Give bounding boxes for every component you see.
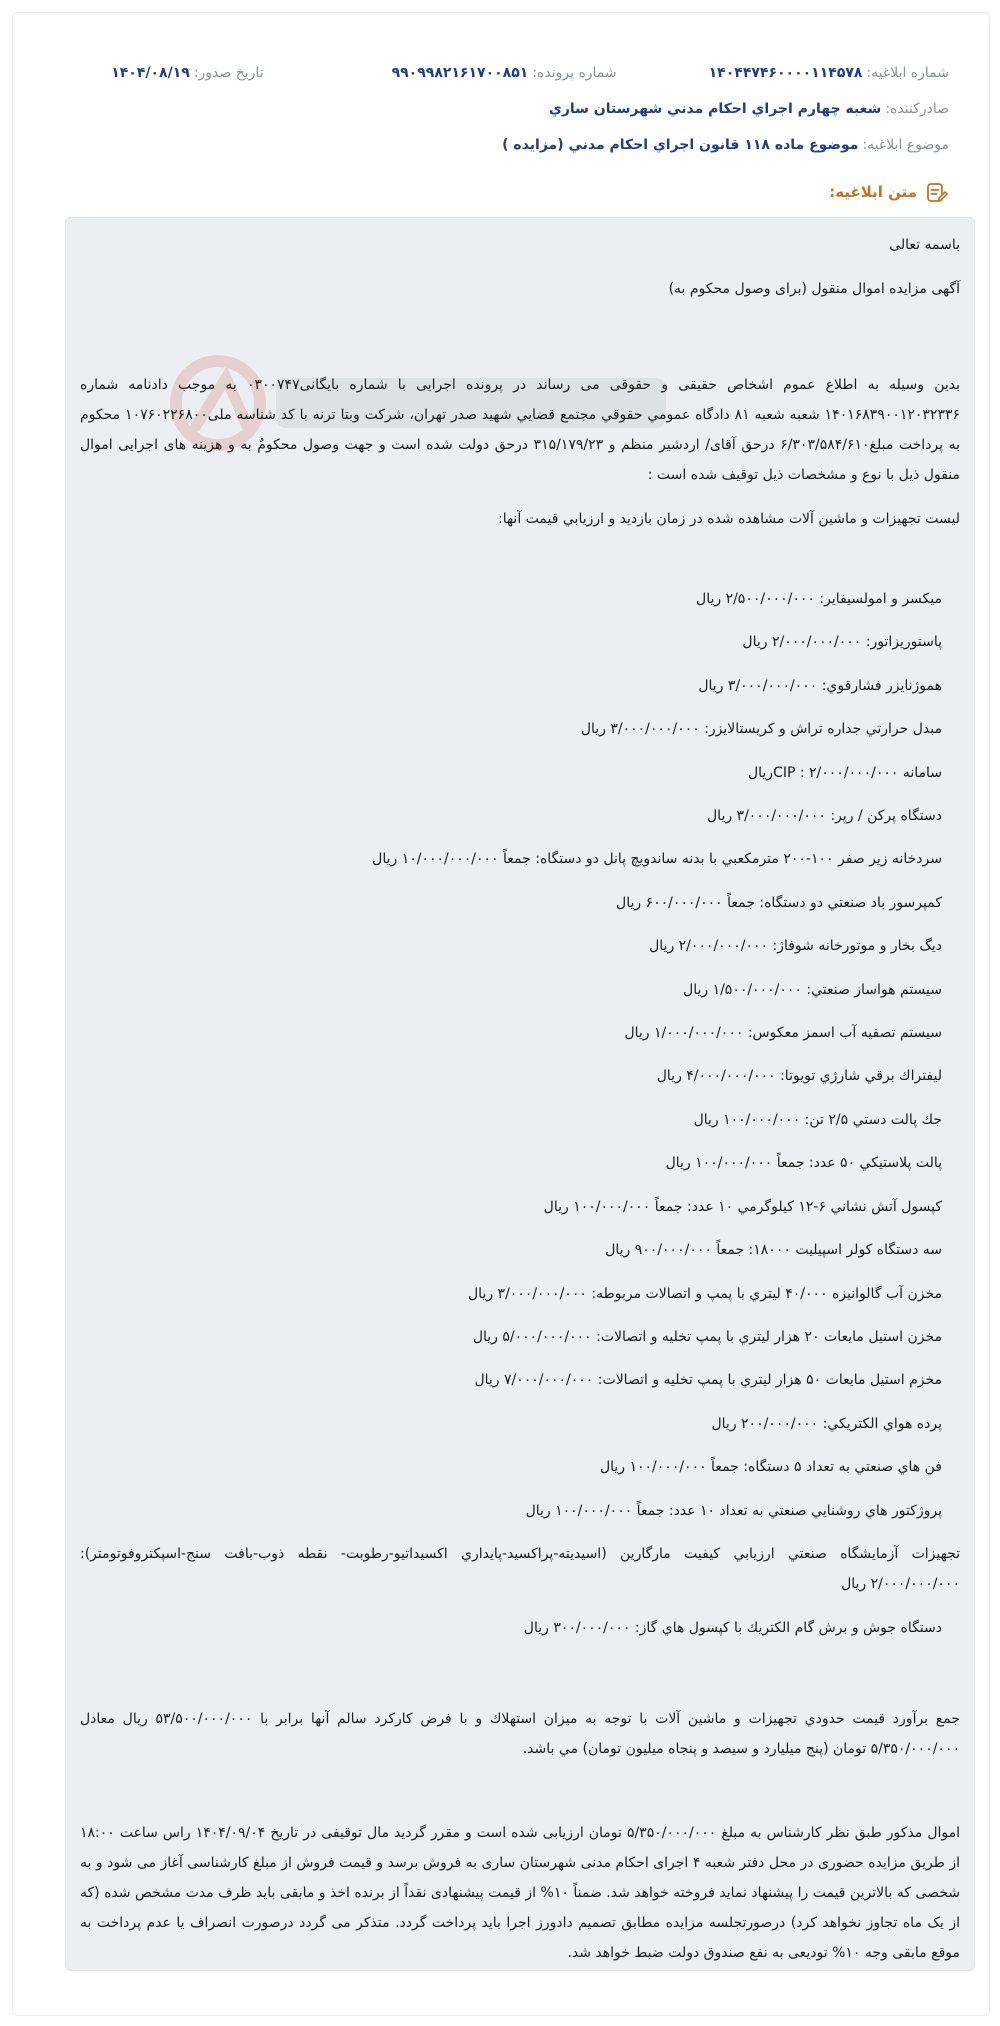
subject-label: موضوع ابلاغيه: [862,137,949,153]
notice-body-text [80,230,960,1968]
list-item: هموژنايزر فشارقوي: ۳/۰۰۰/۰۰۰/۰۰۰ ريال [698,677,942,694]
list-item: ليفتراك برقي شارژي تويوتا: ۴/۰۰۰/۰۰۰/۰۰۰ ريال [656,1068,942,1085]
case-number [392,65,617,81]
list-item: ديگ بخار و موتورخانه شوفاژ: ۲/۰۰۰/۰۰۰/۰۰۰ ريال [649,938,942,955]
case-number-value: ۹۹۰۹۹۸۲۱۶۱۷۰۰۸۵۱ [391,65,529,81]
list-item: سه دستگاه كولر اسپيليت ۱۸۰۰۰: جمعاً ۹۰۰/۰۰۰/۰۰۰ ريال [605,1242,942,1259]
list-item: فن هاي صنعتي به تعداد ۵ دستگاه: جمعاً ۱۰۰/۰۰۰/۰۰۰ ريال [599,1459,942,1476]
notice-number-label: شماره ابلاغيه: [866,65,949,81]
list-item: جك پالت دستي ۲/۵ تن: ۱۰۰/۰۰۰/۰۰۰ ريال [693,1111,942,1128]
issuer [549,101,949,117]
issue-date-value: ۱۴۰۴/۰۸/۱۹ [111,65,190,81]
notice-number [709,65,949,81]
list-item: پاستوريزاتور: ۲/۰۰۰/۰۰۰/۰۰۰ ريال [742,634,942,651]
notice-meta-row [53,59,949,87]
list-item: تجهيزات آزمايشگاه صنعتي ارزيابي كيفيت مارگارين (اسيديته-پراكسيد-پايداري اكسيداتيو-رطوبت- نقطه ذوب-بافت سنج-اسپكتروفوتومتر): ۲/۰۰۰/۰۰۰/۰۰۰ ريال [80,1545,960,1592]
list-heading: لیست تجهیزات و ماشین آلات مشاهده شده در زمان بازدید و ارزيابي قيمت آنها: [498,511,960,527]
notice-headline: آگهی مزایده اموال منقول (برای وصول محکوم به) [668,281,960,297]
issuer-value: شعبه چهارم اجراي احكام مدني شهرستان ساري [549,101,882,117]
list-item: مخزن استيل مايعات ۲۰ هزار ليتري با پمپ تخليه و اتصالات: ۵/۰۰۰/۰۰۰/۰۰۰ ريال [472,1328,942,1345]
subject [502,137,949,153]
intro-paragraph: بدین وسیله به اطلاع عموم اشخاص حقیقی و حقوقی می رساند در پرونده اجرایی با شماره بایگانی۰۳۰۰۷۴۷ به موجب دادنامه شماره ۱۴۰۱۶۸۳۹۰۰۱۲۰۳۲۳۳۶ شعبه شعبه ۸۱ دادگاه عمومي حقوقي مجتمع قضايي شهيد صدر تهران، شرکت وبتا ترنه با کد شناسه ملی۱۰۷۶۰۲۲۶۸۰۰ محکوم به پرداخت مبلغ۶/۳۰۳/۵۸۴/۶۱۰ درحق آقای/ اردشیر منظم و ۳۱۵/۱۷۹/۲۳ درحق دولت شده است و جهت وصول محکومٌ به و هزینه های اجرایی اموال منقول ذیل با نوع و مشخصات ذیل توقیف شده است : [80,377,961,483]
section-title: متن ابلاغيه: [829,183,917,201]
total-estimate: جمع برآورد قيمت حدودي تجهيزات و ماشين آلات با توجه به ميزان استهلاك و با فرض كاركرد سالم آنها برابر با ۵۳/۵۰۰/۰۰۰/۰۰۰ ريال معادل ۵/۳۵۰/۰۰۰/۰۰۰ تومان (پنج ميليارد و سيصد و پنجاه ميليون تومان) مي باشد. [80,1711,961,1758]
issue-date-label: تاریخ صدور: [193,65,264,81]
list-item: دستگاه پركن / رپر: ۳/۰۰۰/۰۰۰/۰۰۰ ريال [707,808,942,825]
list-item: كمپرسور باد صنعتي دو دستگاه: جمعاً ۶۰۰/۰۰۰/۰۰۰ ريال [616,894,942,911]
notice-card [12,12,990,2016]
list-item: دستگاه جوش و برش گام الكتريك با كپسول هاي گاز: ۳۰۰/۰۰۰/۰۰۰ ريال [523,1619,942,1636]
notice-body [65,217,975,1971]
list-item: ميكسر و امولسيفاير: ۲/۵۰۰/۰۰۰/۰۰۰ ريال [696,591,942,607]
issuer-row [53,95,949,123]
salutation: باسمه تعالی [889,237,960,253]
list-item: مخزم استيل مايعات ۵۰ هزار ليتري با پمپ تخليه و اتصالات: ۷/۰۰۰/۰۰۰/۰۰۰ ريال [474,1372,942,1389]
list-item: سيستم تصفيه آب اسمز معكوس: ۱/۰۰۰/۰۰۰/۰۰۰ ريال [624,1025,942,1042]
equipment-list [80,578,960,1650]
list-item: كپسول آتش نشاني ۶-۱۲ كيلوگرمي ۱۰ عدد: جمعاً ۱۰۰/۰۰۰/۰۰۰ ريال [543,1198,942,1215]
list-item: مخزن آب گالوانيزه ۴۰/۰۰۰ ليتري با پمپ و اتصالات مربوطه: ۳/۰۰۰/۰۰۰/۰۰۰ ريال [468,1285,942,1302]
note-icon [925,180,949,204]
subject-value: موضوع ماده ۱۱۸ قانون اجراي احكام مدني (مزايده ) [502,137,859,153]
list-item: مبدل حرارتي جداره تراش و كريستالايزر: ۳/۰۰۰/۰۰۰/۰۰۰ ريال [580,721,942,738]
auction-terms: اموال مذکور طبق نظر کارشناس به مبلغ ۵/۳۵۰/۰۰۰/۰۰۰ تومان ارزیابی شده است و مقرر گردید مال توقیفی در تاریخ ۱۴۰۴/۰۹/۰۴ راس ساعت ۱۸:۰۰ از طریق مزایده حضوری در محل دفتر شعبه ۴ اجرای احکام مدنی شهرستان ساری به فروش برسد و قیمت فروش از مبلغ کارشناسی آغاز می شود و به شخصی که بالاترین قیمت را پیشنهاد نماید فروخته خواهد شد. ضمناً ۱۰% از قیمت پیشنهادی نقداً از برنده اخذ و مابقی باید ظرف مدت مشخص شده (که از یک ماه تجاوز نخواهد کرد) درصورتجلسه مزایده مطابق تصمیم دادورز اجرا باید پرداخت گردد. متذکر می گردد درصورت انصراف یا عدم پرداخت به موقع مابقی وجه ۱۰% تودیعی به نفع صندوق دولت ضبط خواهد شد. [80,1825,961,1962]
list-item: سردخانه زير صفر ۱۰۰-۲۰۰ مترمكعبي با بدنه ساندويچ پانل دو دستگاه: جمعاً ۱۰/۰۰۰/۰۰۰/۰۰۰ ريال [372,851,942,868]
case-number-label: شماره پرونده: [532,65,617,81]
notice-number-value: ۱۴۰۴۴۷۴۶۰۰۰۰۱۱۴۵۷۸ [708,65,863,81]
subject-row [53,131,949,159]
list-item: پرده هواي الكتريكي: ۲۰۰/۰۰۰/۰۰۰ ريال [711,1415,942,1432]
issue-date [111,65,263,81]
list-item: پروژكتور هاي روشنايي صنعتي به تعداد ۱۰ عدد: جمعاً ۱۰۰/۰۰۰/۰۰۰ ريال [525,1502,942,1519]
list-item: سامانه CIP : ۲/۰۰۰/۰۰۰/۰۰۰ريال [747,764,942,781]
list-item: پالت پلاستيكي ۵۰ عدد: جمعاً ۱۰۰/۰۰۰/۰۰۰ ريال [665,1155,942,1172]
list-item: سيستم هواساز صنعتي: ۱/۵۰۰/۰۰۰/۰۰۰ ريال [683,981,942,998]
issuer-label: صادرکننده: [885,101,949,117]
notice-text-heading [829,179,949,205]
